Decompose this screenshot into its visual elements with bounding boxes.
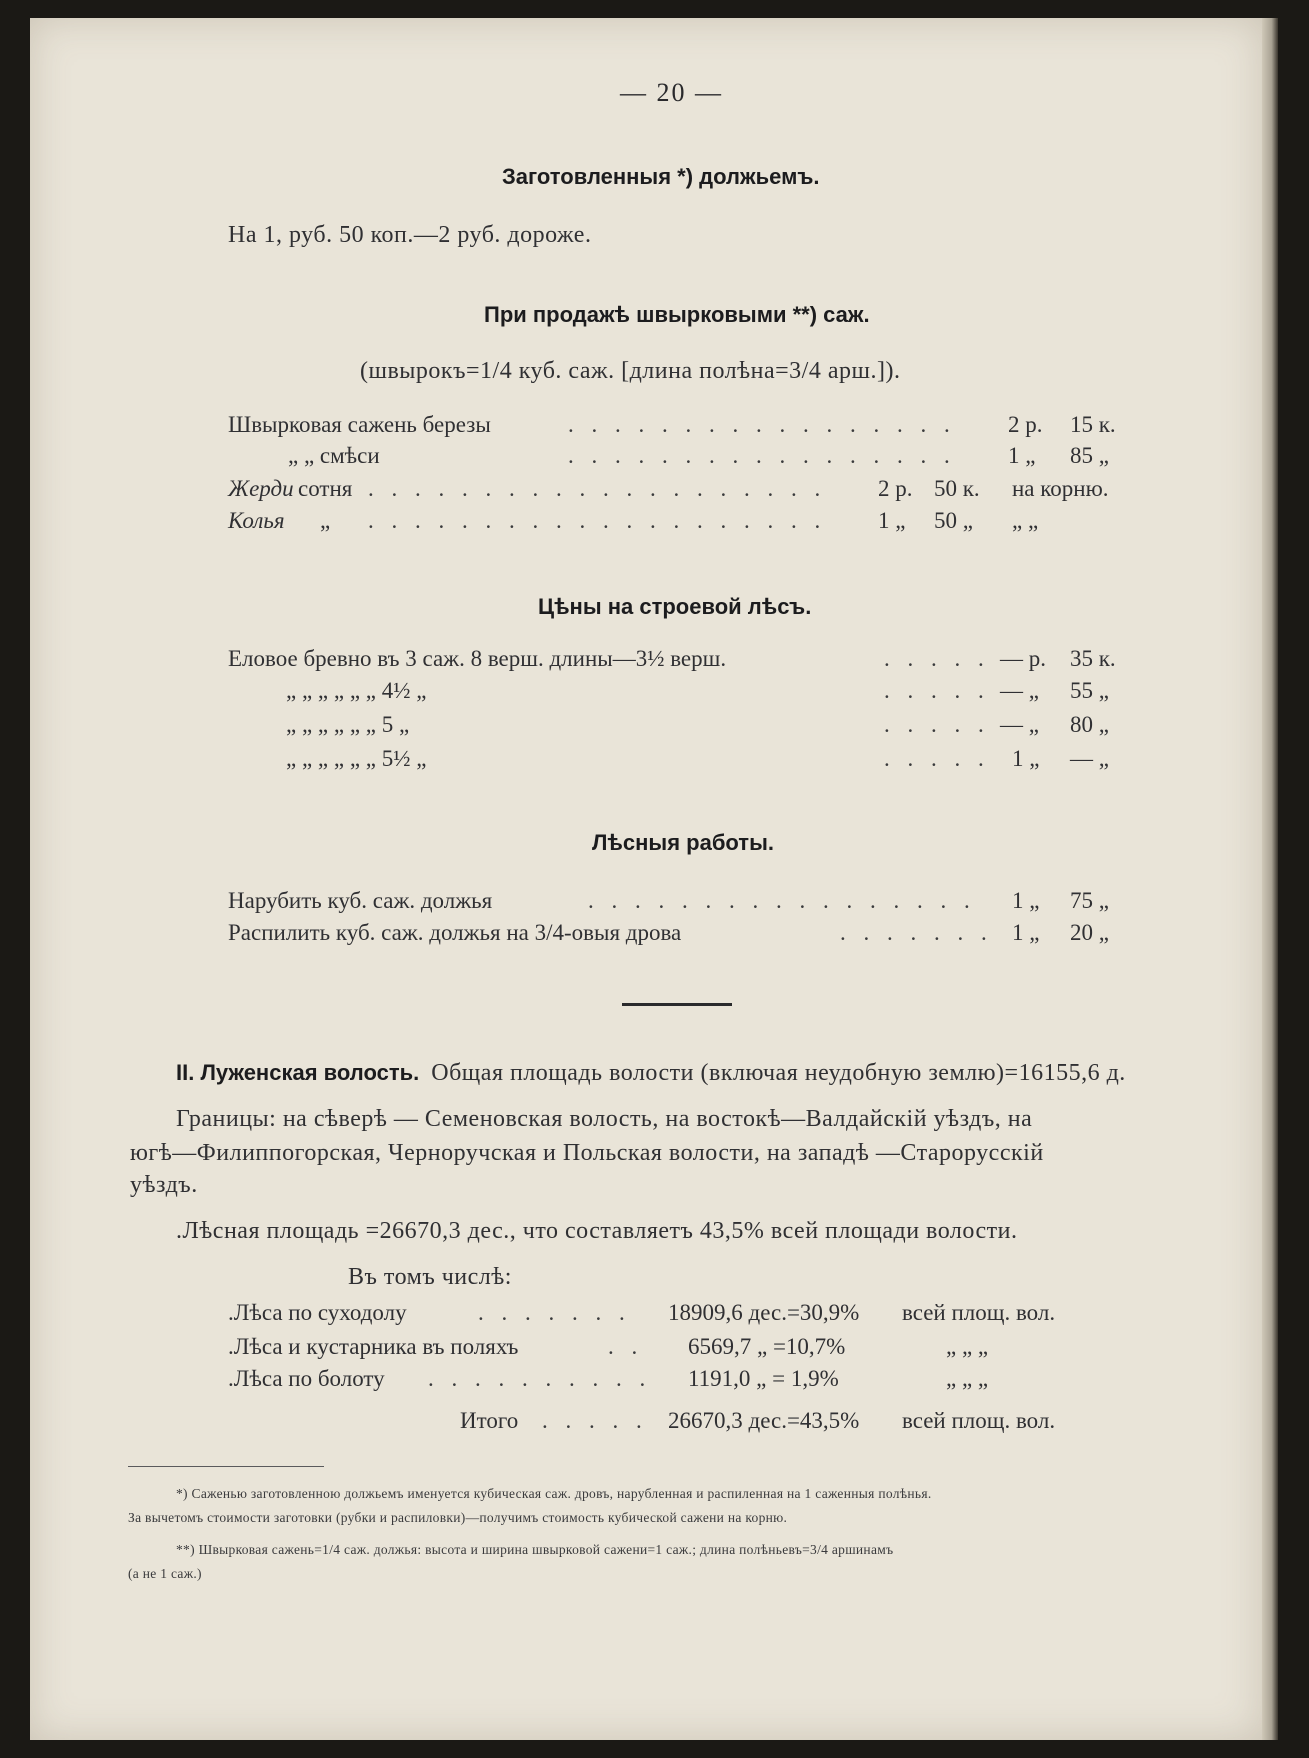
leader-dots: . . . . . [884,678,990,703]
row-label: „ „ смѣси [288,443,380,468]
leader-dots: . . . . . . . [478,1300,631,1325]
including-label: Въ томъ числѣ: [348,1264,512,1290]
forest-row [228,1300,1128,1330]
price-kop: 20 „ [1070,920,1109,945]
price-row [228,476,1128,506]
footnote-2-line-2: (а не 1 саж.) [128,1566,202,1581]
price-kop: 15 к. [1070,412,1116,437]
row-value: 6569,7 „ =10,7% [688,1334,846,1359]
row-label: .Лѣса по болоту [228,1366,385,1391]
leader-dots: . . . . . . . . . . . . . . . . . [568,412,956,437]
price-rub: 2 р. [878,476,913,501]
heading-zagotovlennye: Заготовленныя *) должьемъ. [502,164,820,189]
row-label-unit: сотня [298,476,353,501]
row-value: 18909,6 дес.=30,9% [668,1300,860,1325]
leader-dots: . . . . . . . . . . . . . . . . . . . . [368,476,827,501]
price-kop: 75 „ [1070,888,1109,913]
leader-dots: . . [608,1334,644,1359]
row-label: „ „ „ „ „ „ 5½ „ [286,746,427,771]
row-tail: „ „ „ [946,1334,989,1359]
leader-dots: . . . . . [884,712,990,737]
footnote-2-line-1: **) Швырковая сажень=1/4 саж. должья: высота и ширина швырковой сажени=1 саж.; длина полѣньевъ=3/4 аршинамъ [176,1542,894,1557]
borders-line-3: уѣздъ. [130,1172,198,1198]
row-label: „ „ „ „ „ „ 5 „ [286,712,410,737]
row-tail: „ „ „ [946,1366,989,1391]
leader-dots: . . . . . [542,1408,648,1433]
forest-area: .Лѣсная площадь =26670,3 дес., что составляетъ 43,5% всей площади волости. [176,1218,1018,1244]
timber-row [228,746,1128,776]
price-row [228,412,1128,442]
forest-row [228,1366,1128,1396]
leader-dots: . . . . . . . . . . . . . . . . . [568,443,956,468]
row-tail: всей площ. вол. [902,1300,1056,1325]
price-kop: 80 „ [1070,712,1109,737]
price-rub: 2 р. [1008,412,1043,437]
price-kop: 35 к. [1070,646,1116,671]
timber-row [228,678,1128,708]
price-row [228,443,1128,473]
price-rub: 1 „ [1012,888,1040,913]
footnote-1-line-2: За вычетомъ стоимости заготовки (рубки и распиловки)—получимъ стоимость кубической сажени на корню. [128,1510,788,1525]
borders-line-2: югѣ—Филиппогорская, Черноручская и Польская волости, на западѣ —Старорусскій [130,1140,1044,1166]
heading-lesnye-raboty: Лѣсныя работы. [592,830,774,855]
volost-area: Общая площадь волости (включая неудобную землю)=16155,6 д. [431,1060,1126,1086]
leader-dots: . . . . . [884,746,990,771]
leader-dots: . . . . . [884,646,990,671]
row-label: Жерди [228,476,294,501]
row-label: .Лѣса и кустарника въ поляхъ [228,1334,519,1359]
price-rub: 1 „ [1008,443,1036,468]
row-label: Колья [228,508,285,533]
price-kop: — „ [1070,746,1109,771]
row-label-unit: „ [320,508,331,533]
forest-total-row [228,1408,1128,1438]
shvyrok-note: (швырокъ=1/4 куб. саж. [длина полѣна=3/4 арш.]). [360,358,901,384]
row-label: Еловое бревно въ 3 саж. 8 верш. длины—3½ верш. [228,646,727,671]
price-kop: 50 „ [934,508,973,533]
borders-line-1: Границы: на сѣверѣ — Семеновская волость, на востокѣ—Валдайскій уѣздъ, на [176,1106,1033,1132]
leader-dots: . . . . . . . [840,920,993,945]
footnote-rule [128,1466,324,1467]
row-label: .Лѣса по суходолу [228,1300,407,1325]
price-rub: — „ [1000,712,1039,737]
total-tail: всей площ. вол. [902,1408,1056,1433]
price-note: „ „ [1012,508,1039,533]
price-note: на корню. [1012,476,1109,501]
price-rub: 1 „ [878,508,906,533]
price-rub: — р. [1000,646,1046,671]
leader-dots: . . . . . . . . . . [428,1366,652,1391]
price-kop: 55 „ [1070,678,1109,703]
page-edge [1262,18,1278,1740]
row-label: „ „ „ „ „ „ 4½ „ [286,678,427,703]
work-row [228,920,1128,950]
row-value: 1191,0 „ = 1,9% [688,1366,839,1391]
total-value: 26670,3 дес.=43,5% [668,1408,860,1433]
heading-shvyrkovye: При продажѣ швырковыми **) саж. [484,302,870,327]
leader-dots: . . . . . . . . . . . . . . . . . . . . [368,508,827,533]
work-row [228,888,1128,918]
row-label: Нарубить куб. саж. должья [228,888,493,913]
row-label: Распилить куб. саж. должья на 3/4-овыя дрова [228,920,682,945]
volost-title: II. Луженская волость. [176,1060,420,1085]
document-page [30,18,1262,1740]
leader-dots: . . . . . . . . . . . . . . . . . [588,888,976,913]
forest-row [228,1334,1128,1364]
page-number: — 20 — [620,78,723,107]
timber-row [228,712,1128,742]
price-rub: 1 „ [1012,920,1040,945]
price-kop: 85 „ [1070,443,1109,468]
price-rub: — „ [1000,678,1039,703]
timber-row [228,646,1128,676]
heading-stroevoy-les: Цѣны на строевой лѣсъ. [538,594,812,619]
total-label: Итого [460,1408,519,1433]
row-label: Швырковая сажень березы [228,412,491,437]
volost-intro [176,1060,1126,1087]
price-kop: 50 к. [934,476,980,501]
price-row [228,508,1128,538]
price-rub: 1 „ [1012,746,1040,771]
footnote-1-line-1: *) Саженью заготовленною должьемъ именуется кубическая саж. дровъ, нарубленная и распиленная на 1 саженныя полѣнья. [176,1486,932,1501]
section-divider [622,1003,732,1006]
zagotovlennye-text: На 1, руб. 50 коп.—2 руб. дороже. [228,222,592,248]
